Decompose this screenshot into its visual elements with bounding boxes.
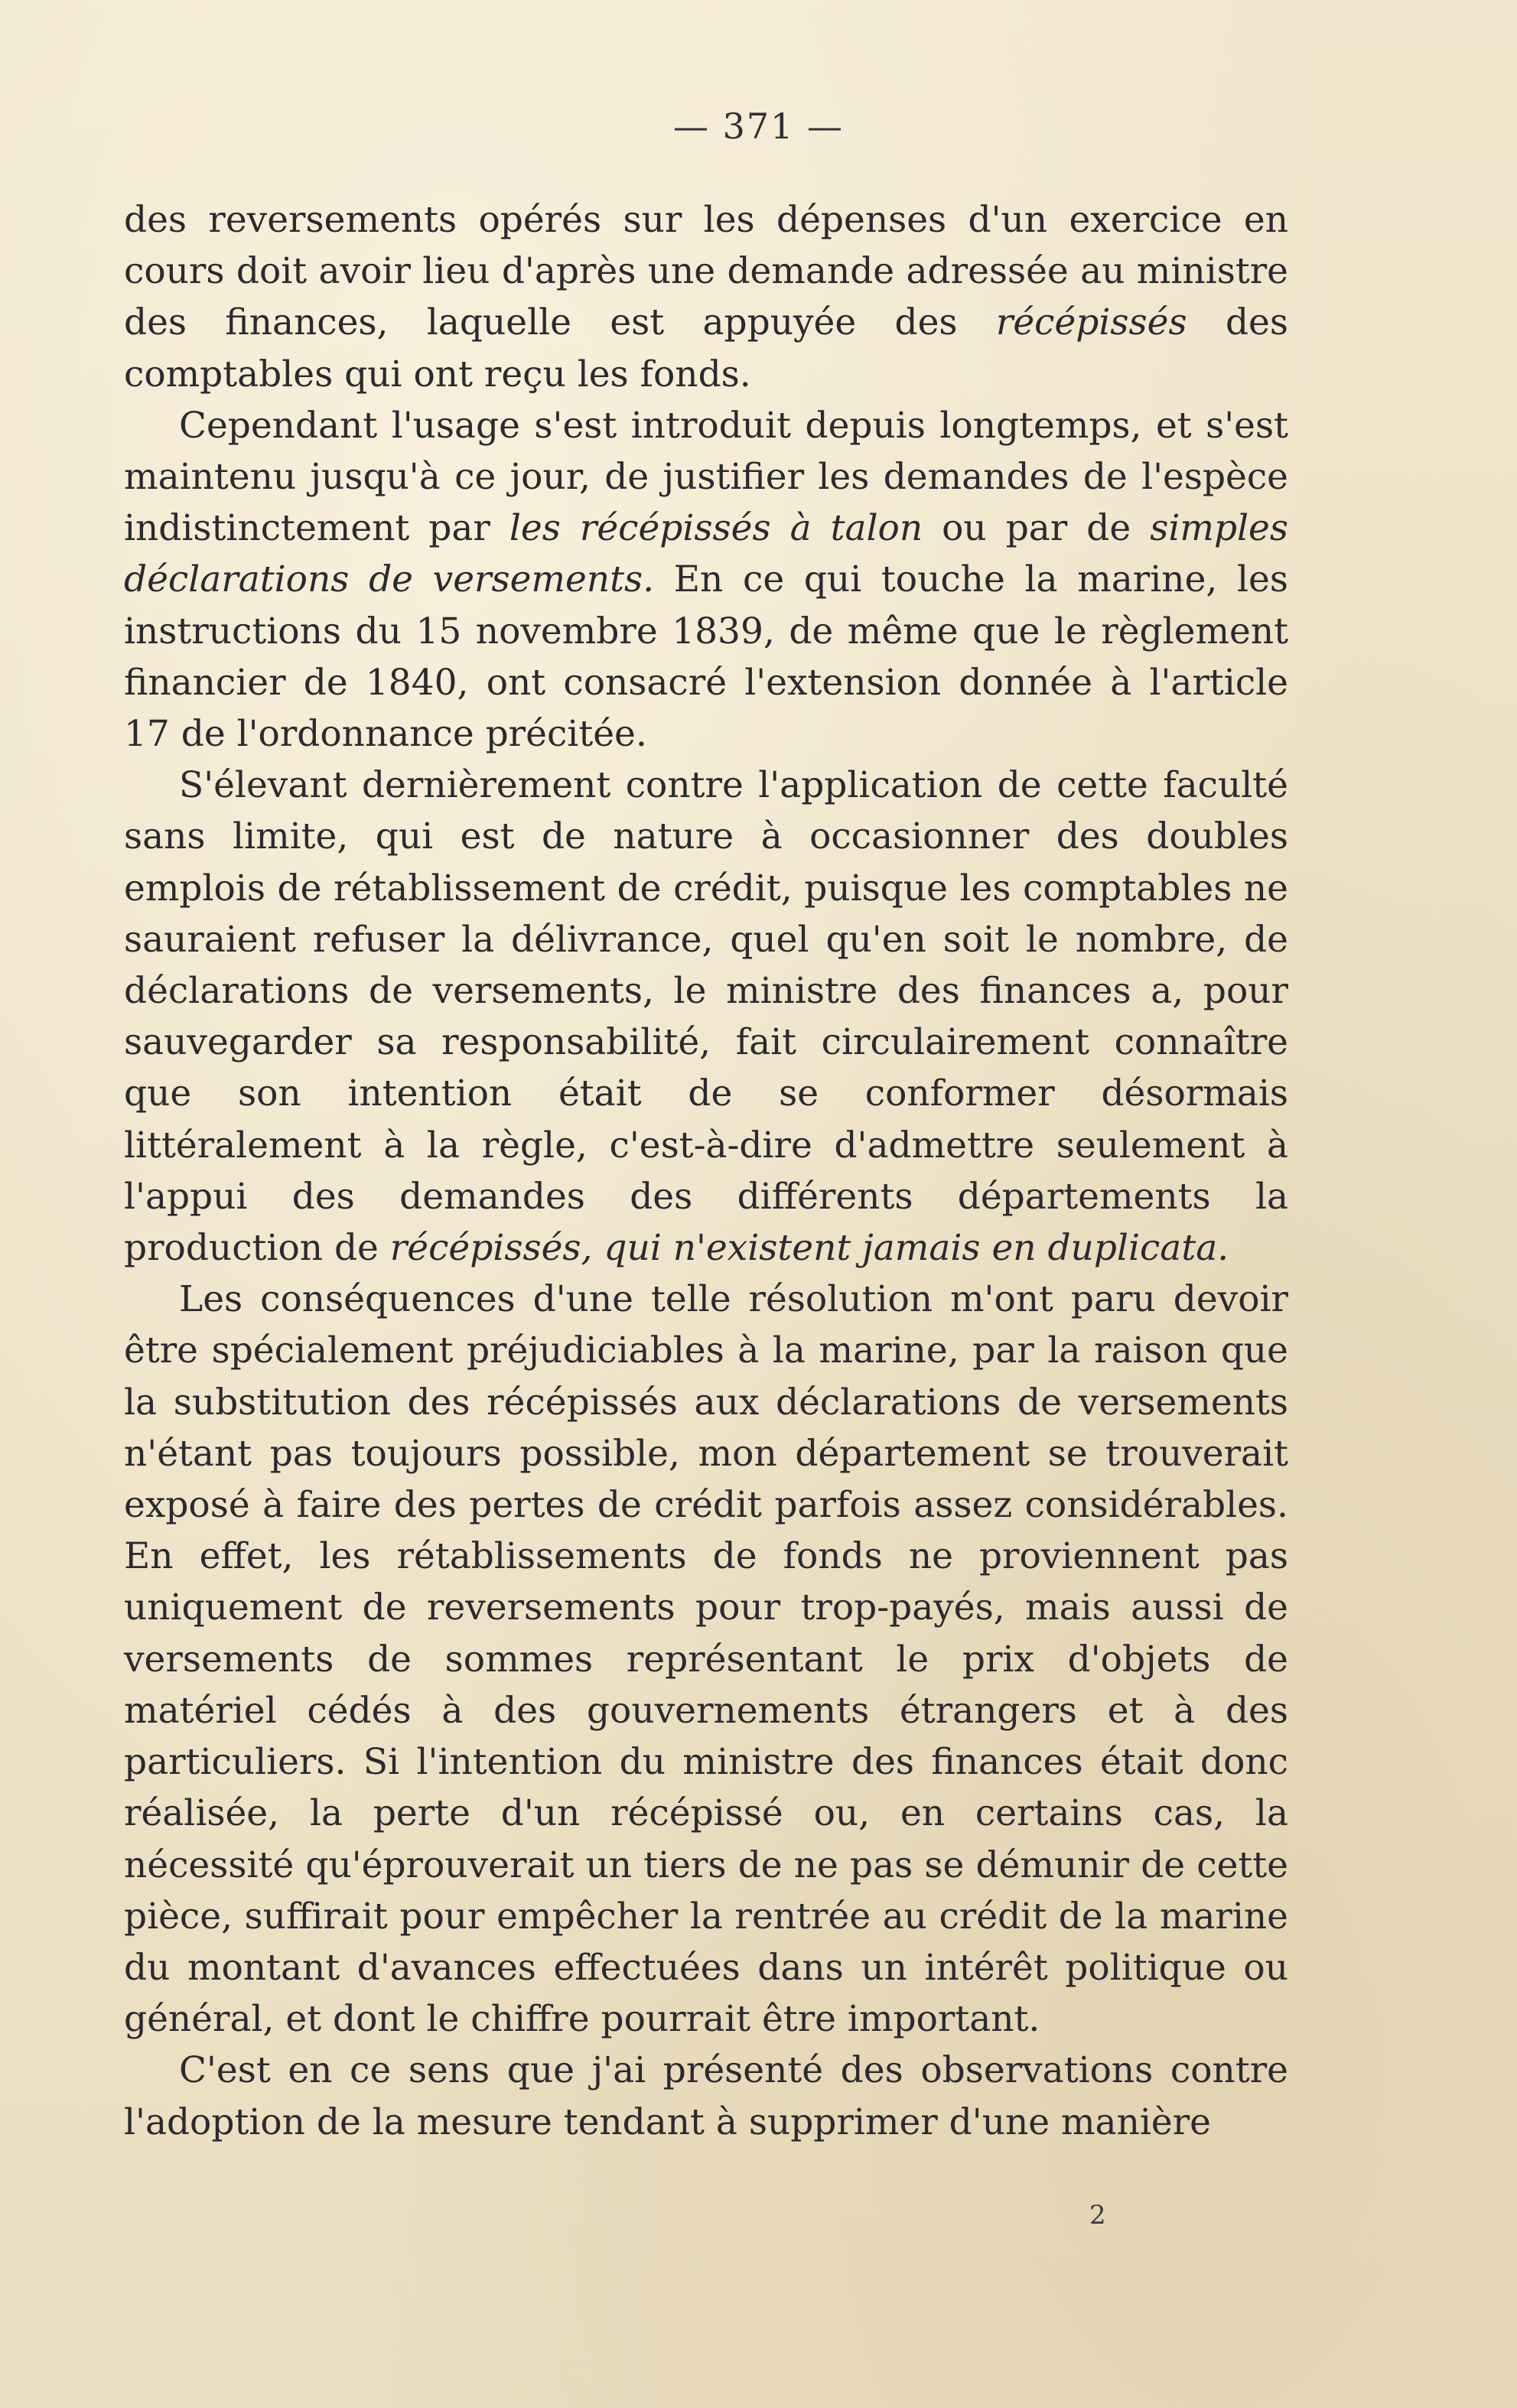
text-run: ou par de: [923, 507, 1151, 550]
text-run: C'est en ce sens que j'ai présenté des observations contre l'adoption de la mesure tendant à supprimer d'une manière: [124, 2049, 1288, 2143]
signature-mark: 2: [1089, 2200, 1106, 2231]
italic-text-run: les récépissés à talon: [509, 507, 923, 550]
paragraph-2: [124, 400, 1288, 760]
body-text: [124, 194, 1288, 2148]
paragraph-1: [124, 194, 1288, 400]
text-run: Cependant l'usage s'est introduit depuis longtemps, et s'est maintenu jusqu'à ce jour, de justifier les demandes de l'espèce indistinctement par: [124, 404, 1288, 550]
italic-text-run: récépissés, qui n'existent jamais en duplicata.: [389, 1227, 1229, 1270]
paragraph-4: [124, 1274, 1288, 2045]
text-run: S'élevant dernièrement contre l'application de cette faculté sans limite, qui est de nature à occasionner des doubles emplois de rétablissement de crédit, puisque les comptables ne sauraient refuser la délivrance, quel qu'en soit le nombre, de déclarations de versements, le ministre des finances a, pour sauvegarder sa responsabilité, fait circulairement connaître que son intention était de se conformer désormais littéralement à la règle, c'est-à-dire d'admettre seulement à l'appui des demandes des différents départements la production de: [124, 764, 1288, 1270]
italic-text-run: récépissés: [995, 301, 1187, 344]
page-number: — 371 —: [672, 106, 845, 147]
paragraph-5: [124, 2045, 1288, 2147]
text-run: des comptables qui ont reçu les fonds.: [124, 301, 1288, 395]
italic-text-run: simples déclarations de versements.: [124, 507, 1288, 601]
text-run: En ce qui touche la marine, les instructions du 15 novembre 1839, de même que le règlement financier de 1840, ont consacré l'extension donnée à l'article 17 de l'ordonnance précitée.: [124, 558, 1288, 756]
text-run: des reversements opérés sur les dépenses d'un exercice en cours doit avoir lieu d'après une demande adressée au ministre des finances, laquelle est appuyée des: [124, 199, 1288, 344]
paragraph-3: [124, 760, 1288, 1274]
text-run: Les conséquences d'une telle résolution m'ont paru devoir être spécialement préjudiciables à la marine, par la raison que la substitution des récépissés aux déclarations de versements n'étant pas toujours possible, mon département se trouverait exposé à faire des pertes de crédit parfois assez considérables. En effet, les rétablissements de fonds ne proviennent pas uniquement de reversements pour trop-payés, mais aussi de versements de sommes représentant le prix d'objets de matériel cédés à des gouvernements étrangers et à des particuliers. Si l'intention du ministre des finances était donc réalisée, la perte d'un récépissé ou, en certains cas, la nécessité qu'éprouverait un tiers de ne pas se démunir de cette pièce, suffirait pour empêcher la rentrée au crédit de la marine du montant d'avances effectuées dans un intérêt politique ou général, et dont le chiffre pourrait être important.: [124, 1278, 1288, 2041]
